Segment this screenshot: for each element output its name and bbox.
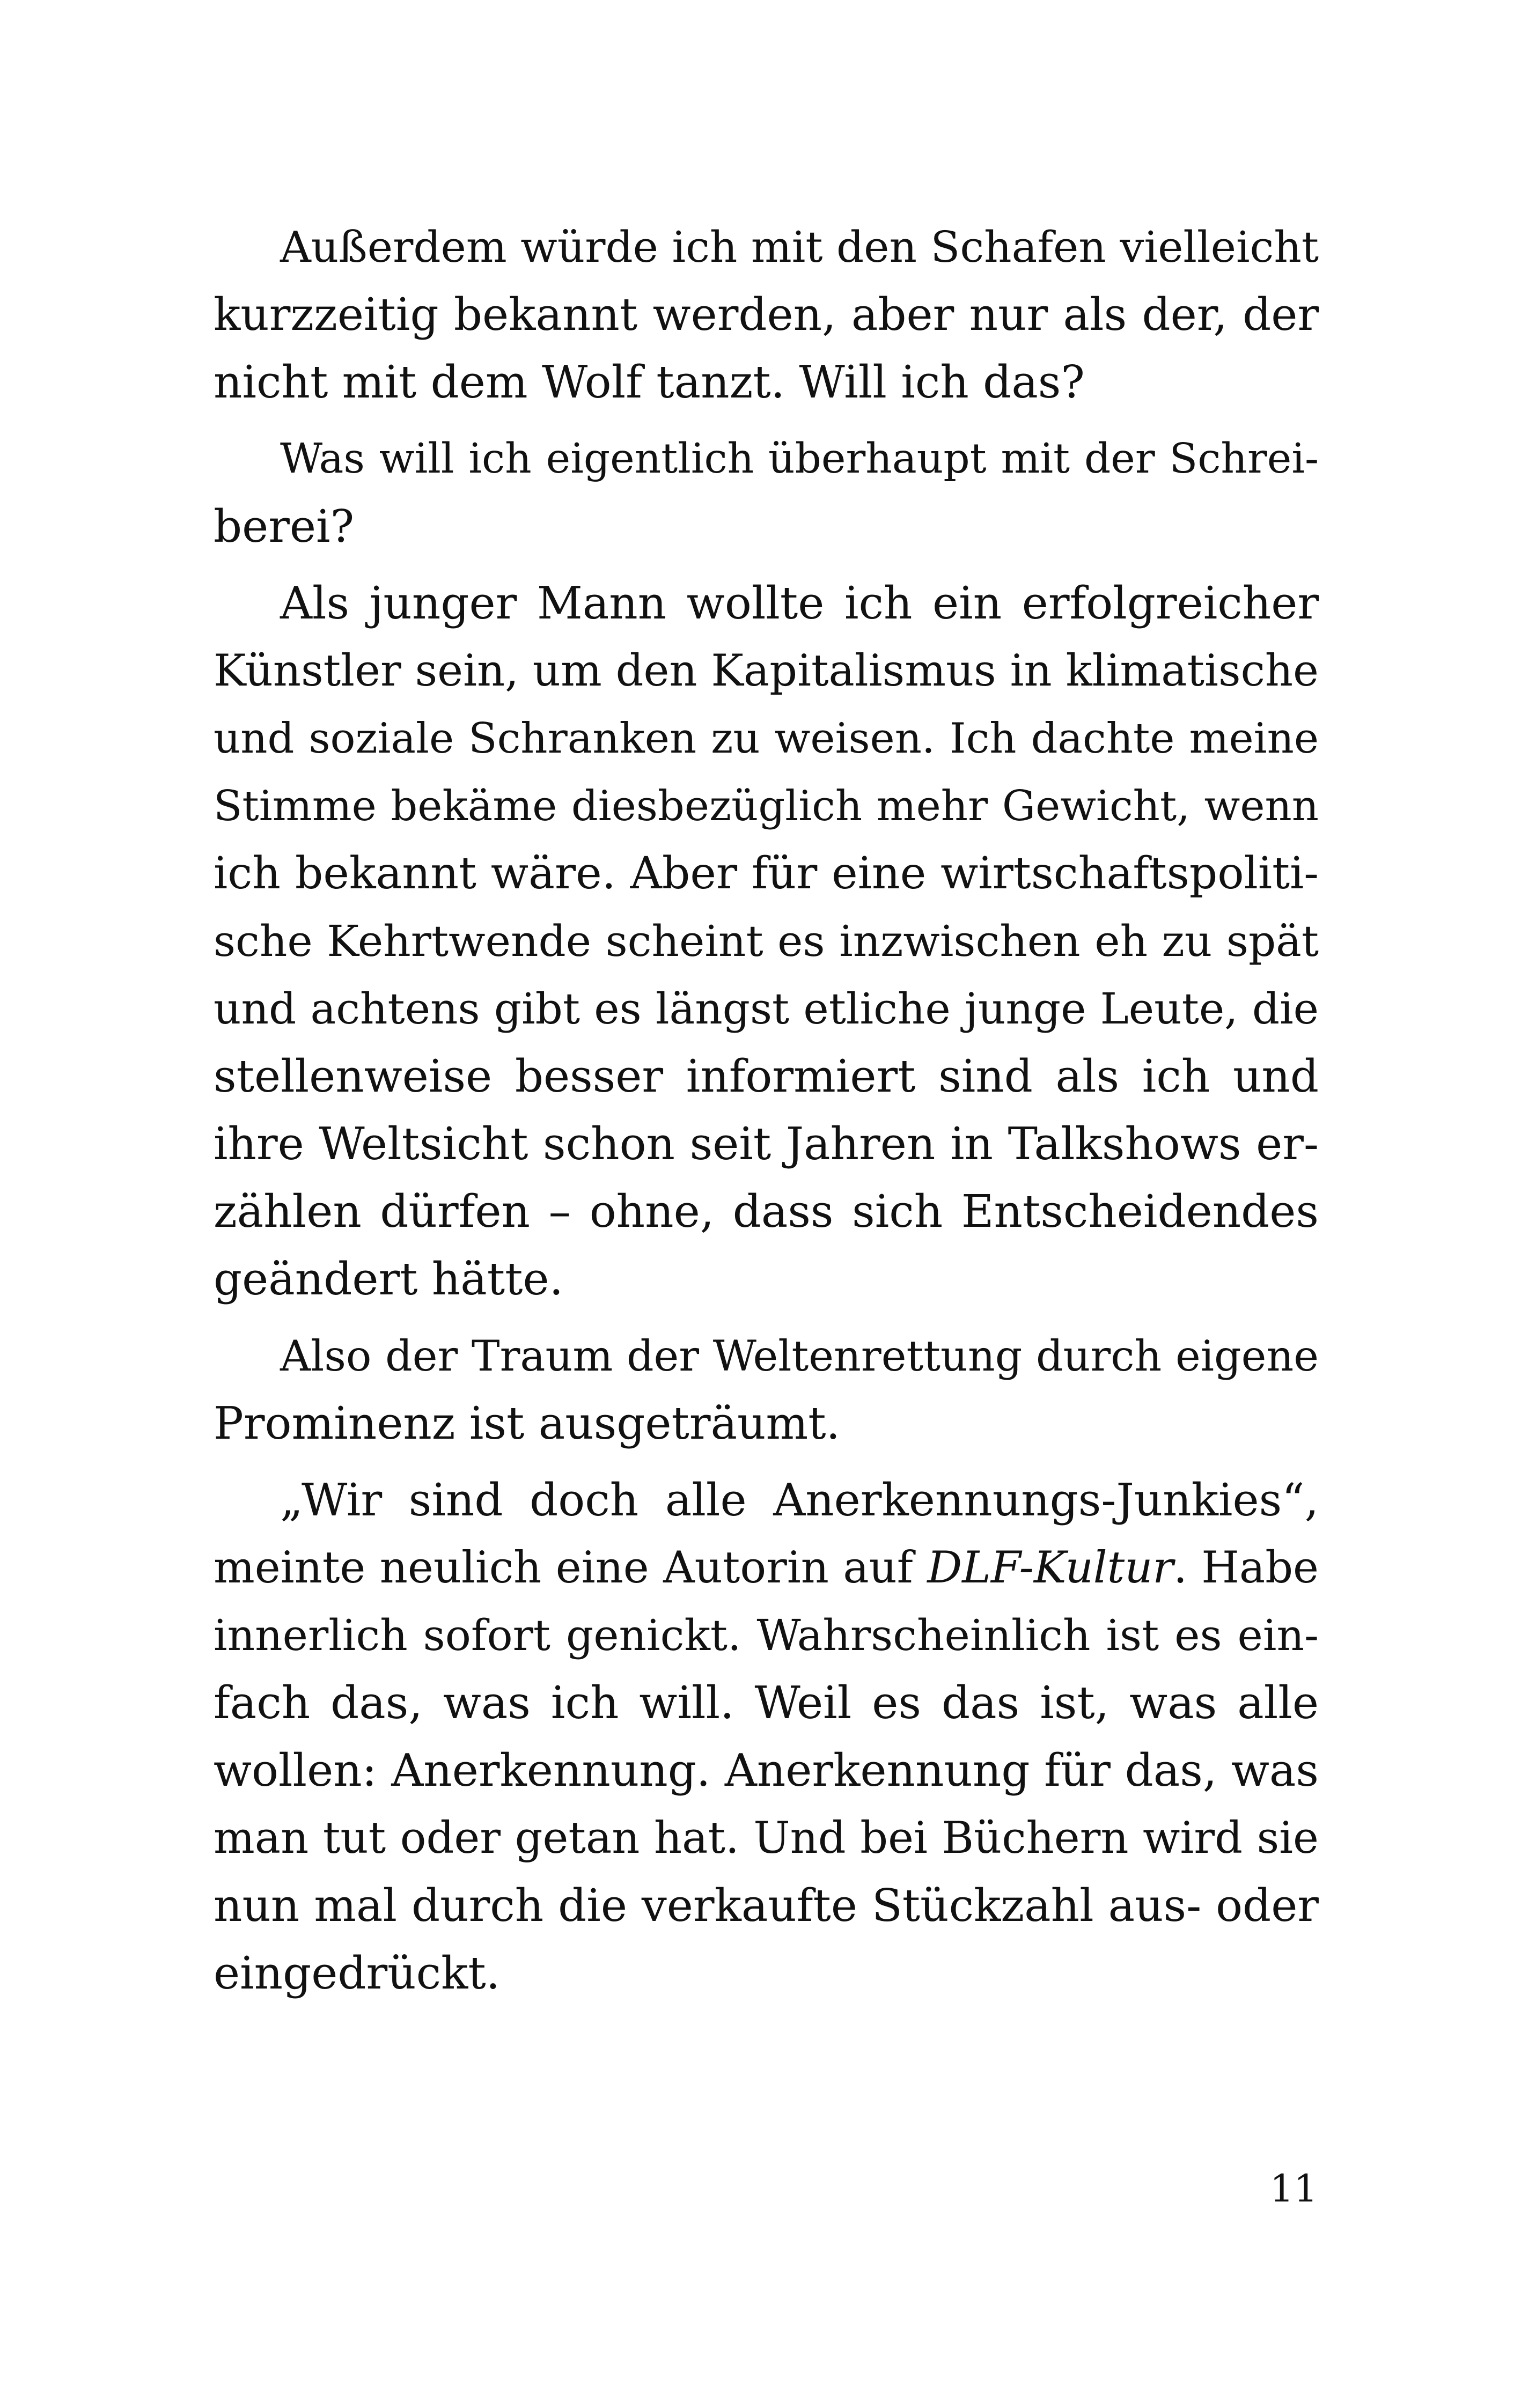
text-segment: meinte neulich eine Autorin auf — [214, 1543, 928, 1593]
text-line: und achtens gibt es längst etliche junge Leute, die — [214, 984, 1319, 1034]
text-line: ihre Weltsicht schon seit Jahren in Talkshows er- — [214, 1118, 1319, 1170]
text-line: nun mal durch die verkaufte Stückzahl aus- oder — [214, 1880, 1319, 1932]
body-text — [214, 213, 1319, 2007]
text-line: man tut oder getan hat. Und bei Büchern wird sie — [214, 1813, 1319, 1864]
text-line: Außerdem würde ich mit den Schafen vielleicht — [280, 222, 1319, 272]
page-number: 11 — [1269, 2167, 1318, 2211]
text-line: fach das, was ich will. Weil es das ist, was alle — [214, 1677, 1319, 1729]
text-line: und soziale Schranken zu weisen. Ich dachte meine — [214, 715, 1319, 763]
text-line: berei? — [214, 500, 355, 553]
text-line: wollen: Anerkennung. Anerkennung für das, was — [214, 1744, 1319, 1796]
text-line: geändert hätte. — [214, 1253, 564, 1305]
text-line: kurzzeitig bekannt werden, aber nur als der, der — [214, 289, 1319, 341]
text-line: Stimme bekäme diesbezüglich mehr Gewicht, wenn — [214, 782, 1319, 830]
text-line: ich bekannt wäre. Aber für eine wirtschaftspoliti- — [214, 848, 1319, 899]
text-line: nicht mit dem Wolf tanzt. Will ich das? — [214, 356, 1085, 408]
text-line: „Wir sind doch alle Anerkennungs-Junkies“, — [280, 1474, 1319, 1526]
text-line: zählen dürfen – ohne, dass sich Entscheidendes — [214, 1185, 1319, 1238]
italic-source: DLF-Kultur — [927, 1543, 1174, 1593]
text-line: Was will ich eigentlich überhaupt mit der Schrei- — [280, 435, 1319, 483]
text-line: Als junger Mann wollte ich ein erfolgreicher — [280, 577, 1319, 629]
text-line: Also der Traum der Weltenrettung durch eigene — [280, 1331, 1319, 1381]
text-segment: . Habe — [1173, 1543, 1319, 1593]
text-line-with-italic — [214, 1534, 1319, 1602]
text-line: Prominenz ist ausgeträumt. — [214, 1397, 840, 1449]
text-line: innerlich sofort genickt. Wahrscheinlich ist es ein- — [214, 1610, 1319, 1660]
text-line: eingedrückt. — [214, 1947, 501, 1999]
text-line: Künstler sein, um den Kapitalismus in klimatische — [214, 646, 1319, 696]
text-line: sche Kehrtwende scheint es inzwischen eh zu spät — [214, 916, 1319, 966]
text-line: stellenweise besser informiert sind als ich und — [214, 1050, 1319, 1102]
